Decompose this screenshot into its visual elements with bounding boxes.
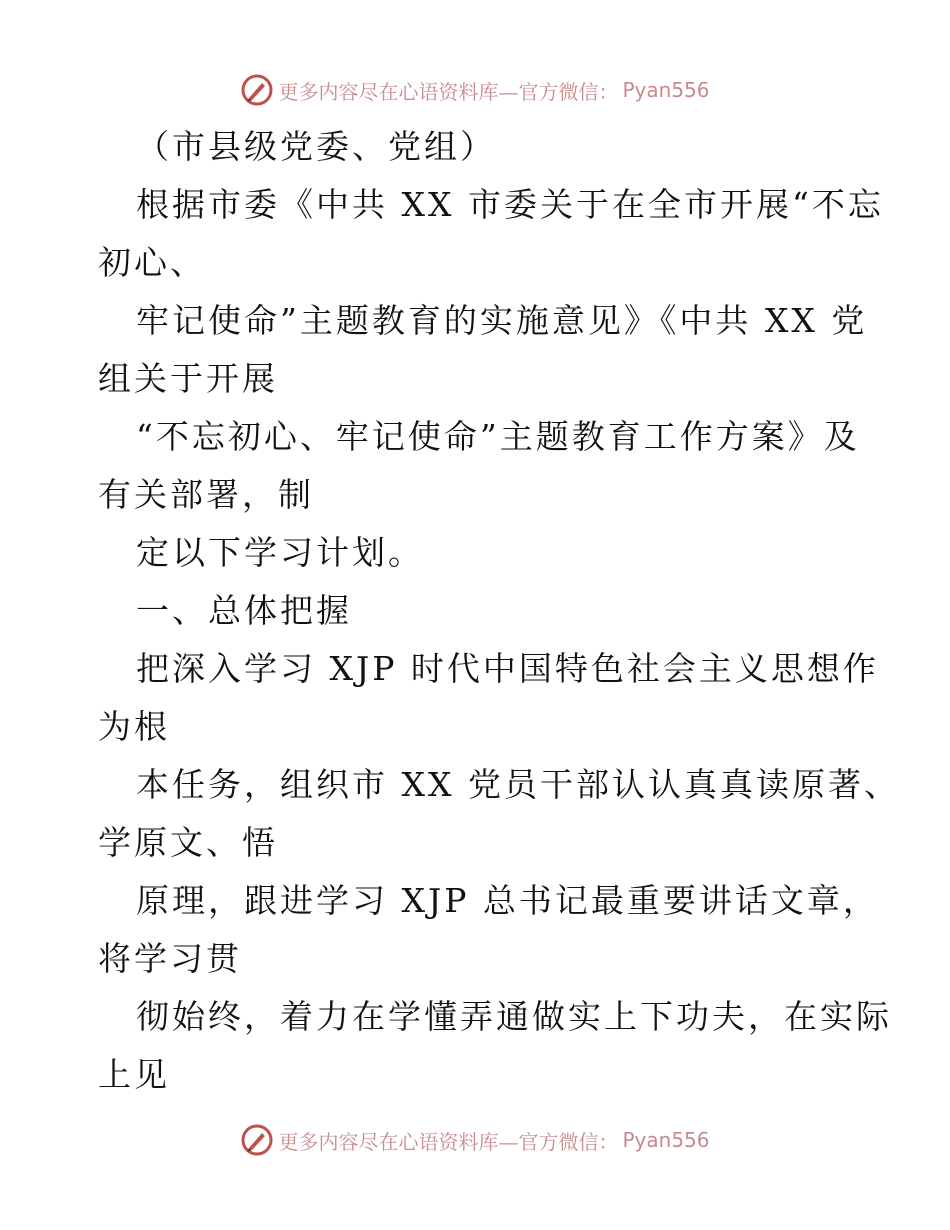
pen-logo-icon [240,73,274,107]
watermark-handle: Pyan556 [622,78,710,102]
text-line: 学原文、悟 [98,823,278,862]
watermark-header [0,70,950,110]
text-line: 初心、 [98,243,206,282]
text-line: “不忘初心、牢记使命”主题教育工作方案》及 [136,417,860,456]
text-line: 把深入学习 XJP 时代中国特色社会主义思想作 [136,649,879,688]
watermark-text: 更多内容尽在心语资料库—官方微信： [278,1129,619,1154]
text-line: 组关于开展 [98,359,278,398]
text-line: 上见 [98,1055,170,1094]
text-line: 为根 [98,707,170,746]
text-line: 将学习贯 [98,939,242,978]
text-line: 根据市委《中共 XX 市委关于在全市开展“不忘 [136,185,884,224]
text-line: 有关部署，制 [98,475,314,514]
document-body [98,118,900,1104]
text-line: 本任务，组织市 XX 党员干部认认真真读原著、 [136,765,900,804]
text-line: 定以下学习计划。 [136,533,424,572]
watermark-handle: Pyan556 [622,1128,710,1152]
text-line: （市县级党委、党组） [136,127,496,166]
text-line: 牢记使命”主题教育的实施意见》《中共 XX 党 [136,301,868,340]
text-line: 彻始终，着力在学懂弄通做实上下功夫，在实际 [136,997,892,1036]
text-line: 原理，跟进学习 XJP 总书记最重要讲话文章， [136,881,879,920]
watermark-text: 更多内容尽在心语资料库—官方微信： [278,79,619,104]
section-heading: 一、总体把握 [136,591,352,630]
watermark-footer [0,1120,950,1160]
pen-logo-icon [240,1123,274,1157]
